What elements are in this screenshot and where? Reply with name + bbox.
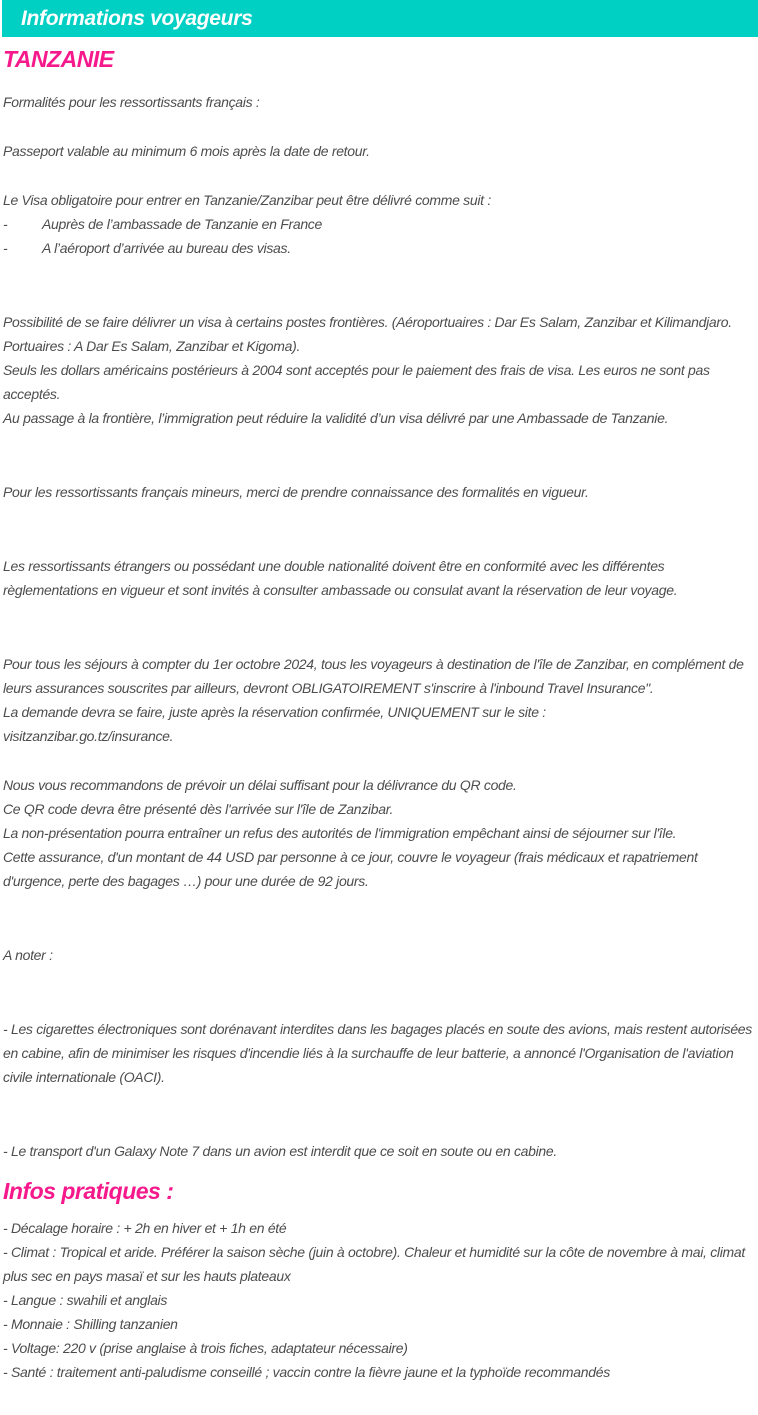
blocks-container [3,90,754,1384]
blank-line [3,504,754,529]
paragraph: Au passage à la frontière, l’immigration peut réduire la validité d’un visa délivré par une Ambassade de Tanzanie. [3,410,669,426]
blank-line [3,627,754,652]
paragraph: Pour tous les séjours à compter du 1er octobre 2024, tous les voyageurs à destination de l'île de Zanzibar, en complément de leurs assurances souscrites par ailleurs, devront OBLIGATOIREMENT s'inscrire à l'inbound Travel Insurance". [3,656,744,696]
document-body [3,46,754,1384]
paragraph: Passeport valable au minimum 6 mois après la date de retour. [3,143,370,159]
blank-line [3,430,754,455]
blank-line [3,260,754,285]
bullet-item [3,236,754,260]
blank-line [3,114,754,139]
blank-line [3,967,754,992]
blank-line [3,748,754,773]
country-title: TANZANIE [3,46,114,72]
bullet-text: A l’aéroport d’arrivée au bureau des visas. [42,240,291,256]
paragraph: visitzanzibar.go.tz/insurance. [3,728,174,744]
paragraph: Possibilité de se faire délivrer un visa à certains postes frontières. (Aéroportuaires : Dar Es Salam, Zanzibar et Kilimandjaro. Portuaires : A Dar Es Salam, Zanzibar et Kigoma). [3,314,732,354]
blank-line [3,455,754,480]
paragraph: - Santé : traitement anti-paludisme conseillé ; vaccin contre la fièvre jaune et la typhoïde recommandés [3,1364,610,1380]
bullet-dash: - [3,216,8,232]
paragraph: Ce QR code devra être présenté dès l'arrivée sur l'île de Zanzibar. [3,801,394,817]
page-title: Informations voyageurs [21,6,253,30]
paragraph: - Monnaie : Shilling tanzanien [3,1316,178,1332]
paragraph: - Langue : swahili et anglais [3,1292,168,1308]
paragraph: - Les cigarettes électroniques sont dorénavant interdites dans les bagages placés en soute des avions, mais restent autorisées en cabine, afin de minimiser les risques d'incendie liés à la surchauffe de leur batterie, a annoncé l'Organisation de l'aviation civile internationale (OACI). [3,1021,752,1085]
paragraph: Cette assurance, d'un montant de 44 USD par personne à ce jour, couvre le voyageur (frais médicaux et rapatriement d'urgence, perte des bagages …) pour une durée de 92 jours. [3,849,698,889]
blank-line [3,893,754,918]
blank-line [3,918,754,943]
paragraph: La demande devra se faire, juste après la réservation confirmée, UNIQUEMENT sur le site : [3,704,546,720]
paragraph: Nous vous recommandons de prévoir un délai suffisant pour la délivrance du QR code. [3,777,517,793]
blank-line [3,1089,754,1114]
paragraph: Seuls les dollars américains postérieurs à 2004 sont acceptés pour le paiement des frais de visa. Les euros ne sont pas acceptés. [3,362,710,402]
paragraph: A noter : [3,947,53,963]
header-band [2,0,758,37]
blank-line [3,529,754,554]
blank-line [3,992,754,1017]
paragraph: Le Visa obligatoire pour entrer en Tanzanie/Zanzibar peut être délivré comme suit : [3,192,491,208]
section-heading: Infos pratiques : [3,1178,174,1204]
paragraph: - Décalage horaire : + 2h en hiver et + 1h en été [3,1220,287,1236]
paragraph: Pour les ressortissants français mineurs, merci de prendre connaissance des formalités en vigueur. [3,484,589,500]
blank-line [3,163,754,188]
paragraph: - Voltage: 220 v (prise anglaise à trois fiches, adaptateur nécessaire) [3,1340,408,1356]
blank-line [3,602,754,627]
bullet-item [3,212,754,236]
paragraph: Les ressortissants étrangers ou possédant une double nationalité doivent être en conformité avec les différentes règlementations en vigueur et sont invités à consulter ambassade ou consulat avant la réservation de leur voyage. [3,558,678,598]
paragraph: Formalités pour les ressortissants français : [3,94,260,110]
paragraph: - Climat : Tropical et aride. Préférer la saison sèche (juin à octobre). Chaleur et humidité sur la côte de novembre à mai, climat plus sec en pays masaï et sur les hauts plateaux [3,1244,745,1284]
paragraph: - Le transport d'un Galaxy Note 7 dans un avion est interdit que ce soit en soute ou en cabine. [3,1143,557,1159]
bullet-text: Auprès de l’ambassade de Tanzanie en France [42,216,322,232]
paragraph: La non-présentation pourra entraîner un refus des autorités de l'immigration empêchant ainsi de séjourner sur l'île. [3,825,677,841]
blank-line [3,1114,754,1139]
bullet-dash: - [3,240,8,256]
blank-line [3,285,754,310]
